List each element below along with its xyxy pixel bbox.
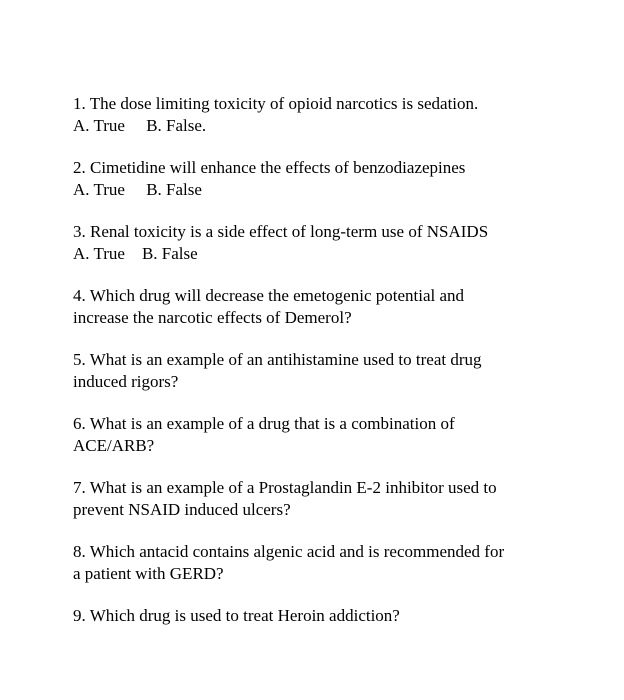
- question-text-continued: induced rigors?: [73, 372, 179, 391]
- question-9: [73, 605, 553, 627]
- question-text: 3. Renal toxicity is a side effect of long-term use of NSAIDS: [73, 222, 489, 241]
- question-8: [73, 541, 553, 585]
- question-6: [73, 413, 553, 457]
- question-text: 5. What is an example of an antihistamine used to treat drug: [73, 350, 482, 369]
- question-text: 6. What is an example of a drug that is a combination of: [73, 414, 455, 433]
- question-text-continued: increase the narcotic effects of Demerol?: [73, 308, 352, 327]
- question-text-continued: prevent NSAID induced ulcers?: [73, 500, 291, 519]
- question-7: [73, 477, 553, 521]
- question-5: [73, 349, 553, 393]
- question-text: 1. The dose limiting toxicity of opioid narcotics is sedation.: [73, 94, 479, 113]
- question-text: 7. What is an example of a Prostaglandin E-2 inhibitor used to: [73, 478, 497, 497]
- question-text: 8. Which antacid contains algenic acid and is recommended for: [73, 542, 505, 561]
- question-3: [73, 221, 553, 265]
- answer-options: A. True B. False.: [73, 116, 207, 135]
- question-1: [73, 93, 553, 137]
- question-sheet: [73, 93, 553, 647]
- question-text: 2. Cimetidine will enhance the effects of benzodiazepines: [73, 158, 466, 177]
- question-2: [73, 157, 553, 201]
- question-text-continued: a patient with GERD?: [73, 564, 224, 583]
- answer-options: A. True B. False: [73, 180, 202, 199]
- question-text-continued: ACE/ARB?: [73, 436, 155, 455]
- question-text: 4. Which drug will decrease the emetogenic potential and: [73, 286, 465, 305]
- answer-options: A. True B. False: [73, 244, 198, 263]
- question-text: 9. Which drug is used to treat Heroin addiction?: [73, 606, 400, 625]
- question-4: [73, 285, 553, 329]
